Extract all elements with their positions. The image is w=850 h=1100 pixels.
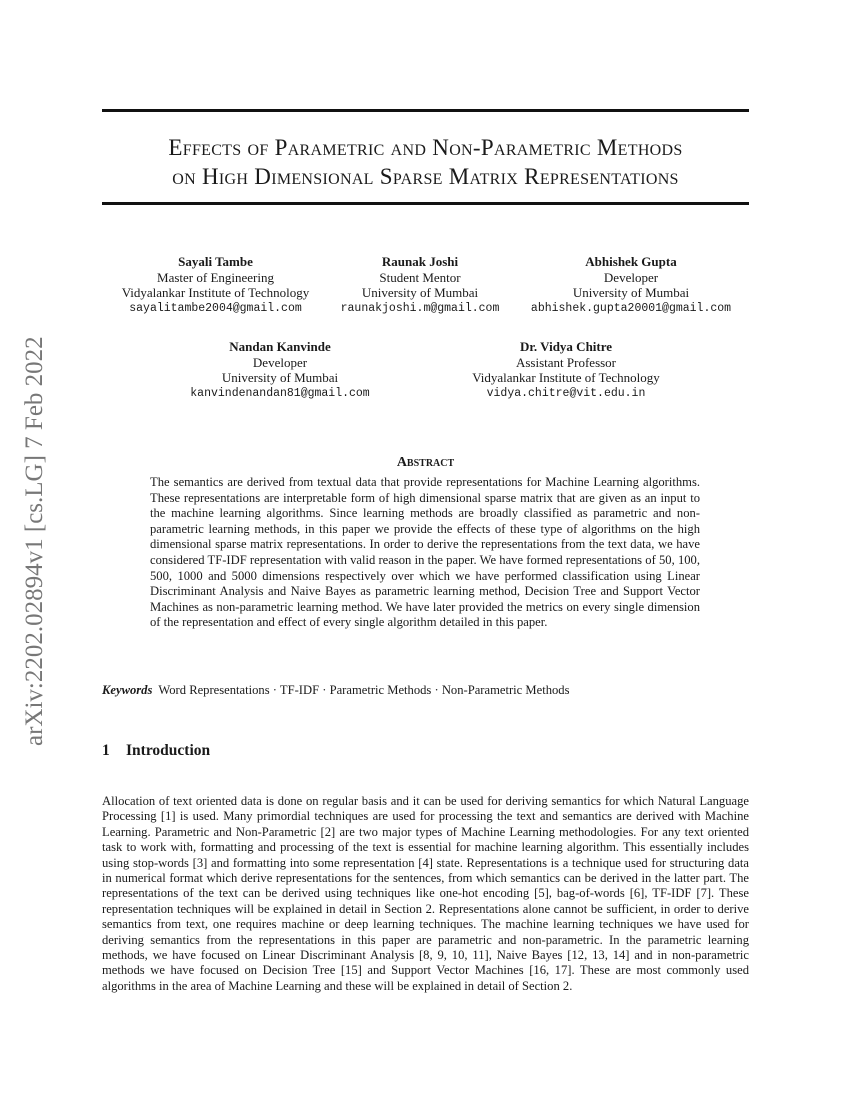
author-email[interactable]: kanvindenandan81@gmail.com [190, 386, 370, 400]
keywords-line [102, 682, 749, 698]
title-rule-bottom [102, 202, 749, 205]
author-name: Abhishek Gupta [585, 254, 677, 269]
title-rule-top [102, 109, 749, 112]
author-block [520, 254, 742, 316]
author-email[interactable]: sayalitambe2004@gmail.com [129, 301, 302, 315]
author-email[interactable]: abhishek.gupta20001@gmail.com [530, 301, 732, 315]
author-block [180, 339, 380, 401]
author-affiliation: Vidyalankar Institute of Technology [472, 370, 660, 385]
author-affiliation: University of Mumbai [361, 285, 479, 300]
author-affiliation: University of Mumbai [221, 370, 339, 385]
section-title: Introduction [126, 742, 211, 759]
keywords-list: Word Representations · TF-IDF · Parametric Methods · Non-Parametric Methods [158, 683, 570, 697]
paper-title-line-1: Effects of Parametric and Non-Parametric Methods [168, 135, 683, 160]
author-role: Developer [252, 354, 308, 370]
author-block [330, 254, 510, 316]
author-block [460, 339, 672, 401]
author-name: Dr. Vidya Chitre [519, 339, 613, 354]
author-role: Assistant Professor [515, 354, 617, 370]
author-email[interactable]: raunakjoshi.m@gmail.com [340, 301, 500, 315]
author-role: Master of Engineering [157, 269, 274, 285]
author-affiliation: Vidyalankar Institute of Technology [121, 285, 310, 300]
author-email[interactable]: vidya.chitre@vit.edu.in [486, 386, 646, 400]
author-affiliation: University of Mumbai [572, 285, 690, 300]
section-heading [102, 742, 210, 760]
author-name: Sayali Tambe [178, 254, 253, 269]
arxiv-identifier: arXiv:2202.02894v1 [cs.LG] 7 Feb 2022 [21, 336, 48, 746]
author-role: Student Mentor [379, 269, 461, 285]
paper-title-line-2: on High Dimensional Sparse Matrix Representations [172, 164, 679, 189]
abstract-heading: Abstract [396, 455, 455, 470]
author-role: Developer [603, 269, 659, 285]
keywords-label: Keywords [102, 683, 153, 697]
abstract-text: The semantics are derived from textual data that provide representations for Machine Learning algorithms. These representations are interpretable form of high dimensional sparse matrix that are given as an input to the machine learning algorithms. Since learning methods are broadly classified as parametric and non-parametric learning methods, in this paper we provide the effects of these type of algorithms on the high dimensional sparse matrix representations. In order to derive the representations from the text data, we have considered TF-IDF representation with valid reason in the paper. We have formed representations of 50, 100, 500, 1000 and 5000 dimensions respectively over which we have performed classification using Linear Discriminant Analysis and Naive Bayes as parametric learning method, Decision Tree and Support Vector Machines as non-parametric learning method. We have later provided the metrics on every single dimension of the representation and effect of every single algorithm detailed in this paper. [150, 475, 700, 630]
section-number: 1 [102, 742, 110, 759]
introduction-paragraph: Allocation of text oriented data is done on regular basis and it can be used for deriving semantics for which Natural Language Processing [1] is used. Many primordial techniques are used for processing the text and semantics are derived with Machine Learning. Parametric and Non-Parametric [2] are two major types of Machine Learning methodologies. For any text oriented task to work with, formatting and processing of the text is essential for machine learning algorithm. This essentially includes using stop-words [3] and formatting into some representation [4] state. Representations is a technique used for structuring data in numerical format which derive representations for the sentences, from which semantics can be derived in the latter part. The representations of the text can be derived using techniques like one-hot encoding [5], bag-of-words [6], TF-IDF [7]. These representation techniques will be explained in detail in Section 2. Representations alone cannot be sufficient, in order to derive semantics from text, one requires machine or deep learning techniques. The machine learning techniques we have used for deriving semantics from the representations in this paper are parametric and non-parametric. In the parametric learning methods, we have focused on Linear Discriminant Analysis [8, 9, 10, 11], Naive Bayes [12, 13, 14] and in non-parametric methods we have focused on Decision Tree [15] and Support Vector Machines [16, 17]. These are most commonly used algorithms in the area of Machine Learning and these will be explained in detail of Section 2. [102, 794, 749, 993]
author-name: Nandan Kanvinde [229, 339, 331, 354]
author-name: Raunak Joshi [381, 254, 459, 269]
author-block [113, 254, 318, 316]
